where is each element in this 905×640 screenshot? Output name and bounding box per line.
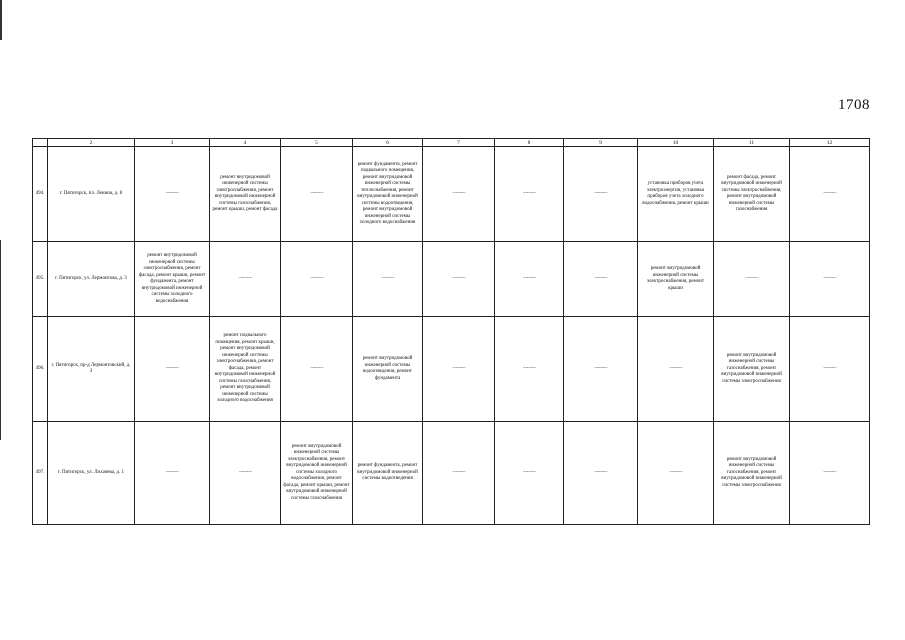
column-header: 2	[48, 139, 135, 147]
row-number: 494.	[33, 147, 48, 242]
column-header: 3	[135, 139, 210, 147]
works-cell: ремонт внутридомовой инженерной системы электроснабжения, ремонт крыши	[638, 242, 714, 317]
scan-edge-mark	[0, 0, 2, 40]
header-row	[33, 139, 870, 147]
empty-dash-cell: ———	[495, 242, 564, 317]
column-header: 5	[281, 139, 353, 147]
address-cell: г. Пятигорск, ул. Лихачева, д. 1	[48, 422, 135, 525]
works-cell: ремонт подвального помещения, ремонт крыши, ремонт внутридомовой инженерной системы электроснабжения, ремонт фасада, ремонт внутридомовой инженерной системы газоснабжения, ремонт внутридомовой инженерной системы холодного водоснабжения	[210, 317, 281, 422]
row-number: 497.	[33, 422, 48, 525]
empty-dash-cell: ———	[353, 242, 423, 317]
page-number: 1708	[838, 97, 870, 113]
empty-dash-cell: ———	[423, 147, 495, 242]
works-cell: ремонт внутридомовой инженерной системы газоснабжения, ремонт внутридомовой инженерной системы электроснабжения	[714, 317, 790, 422]
address-cell: г. Пятигорск, пл. Ленина, д. 8	[48, 147, 135, 242]
repair-schedule-table	[32, 138, 870, 525]
empty-dash-cell: ———	[135, 147, 210, 242]
works-cell: ремонт фасада, ремонт внутридомовой инженерной системы электроснабжения, ремонт внутридомовой инженерной системы газоснабжения	[714, 147, 790, 242]
address-cell: г. Пятигорск, ул. Лермонтова, д. 3	[48, 242, 135, 317]
empty-dash-cell: ———	[564, 147, 638, 242]
empty-dash-cell: ———	[135, 317, 210, 422]
row-number: 495.	[33, 242, 48, 317]
works-cell: ремонт внутридомовой инженерной системы электроснабжения, ремонт внутридомовой инженерной системы газоснабжения, ремонт крыши, ремонт фасада	[210, 147, 281, 242]
empty-dash-cell: ———	[790, 317, 870, 422]
empty-dash-cell: ———	[281, 147, 353, 242]
empty-dash-cell: ———	[790, 242, 870, 317]
empty-dash-cell: ———	[423, 242, 495, 317]
empty-dash-cell: ———	[423, 422, 495, 525]
empty-dash-cell: ———	[423, 317, 495, 422]
column-header: 11	[714, 139, 790, 147]
empty-dash-cell: ———	[281, 317, 353, 422]
empty-dash-cell: ———	[281, 242, 353, 317]
column-header: 8	[495, 139, 564, 147]
works-cell: ремонт внутридомовой инженерной системы электроснабжения, ремонт внутридомовой инженерной системы холодного водоснабжения, ремонт фасада, ремонт крыши, ремонт внутридомовой инженерной системы газоснабжения	[281, 422, 353, 525]
works-cell: ремонт внутридомовой инженерной системы электроснабжения, ремонт фасада, ремонт крыши, ремонт фундамента, ремонт внутридомовой инженерной системы холодного водоснабжения	[135, 242, 210, 317]
address-cell: г. Пятигорск, пр-д Лермонтовский, д. 3	[48, 317, 135, 422]
column-header: 7	[423, 139, 495, 147]
empty-dash-cell: ———	[495, 422, 564, 525]
empty-dash-cell: ———	[495, 147, 564, 242]
works-cell: ремонт фундамента, ремонт подвального помещения, ремонт внутридомовой инженерной системы теплоснабжения, ремонт внутридомовой инженерной системы водоотведения, ремонт внутридомовой инженерной системы холодного водоснабжения	[353, 147, 423, 242]
empty-dash-cell: ———	[714, 242, 790, 317]
empty-dash-cell: ———	[135, 422, 210, 525]
empty-dash-cell: ———	[790, 422, 870, 525]
row-number: 496.	[33, 317, 48, 422]
works-cell: установка приборов учета электроэнергии, установка приборов учета холодного водоснабжения, ремонт крыши	[638, 147, 714, 242]
column-header	[33, 139, 48, 147]
empty-dash-cell: ———	[495, 317, 564, 422]
column-header: 6	[353, 139, 423, 147]
empty-dash-cell: ———	[638, 422, 714, 525]
empty-dash-cell: ———	[790, 147, 870, 242]
empty-dash-cell: ———	[564, 242, 638, 317]
table-row	[33, 242, 870, 317]
empty-dash-cell: ———	[564, 422, 638, 525]
scan-edge-mark	[0, 240, 1, 440]
empty-dash-cell: ———	[638, 317, 714, 422]
empty-dash-cell: ———	[564, 317, 638, 422]
table-row	[33, 147, 870, 242]
table-row	[33, 317, 870, 422]
works-cell: ремонт внутридомовой инженерной системы газоснабжения, ремонт внутридомовой инженерной системы электроснабжения	[714, 422, 790, 525]
column-header: 4	[210, 139, 281, 147]
table-row	[33, 422, 870, 525]
column-header: 9	[564, 139, 638, 147]
works-cell: ремонт фундамента, ремонт внутридомовой инженерной системы водоотведения	[353, 422, 423, 525]
empty-dash-cell: ———	[210, 242, 281, 317]
column-header: 12	[790, 139, 870, 147]
works-cell: ремонт внутридомовой инженерной системы водоотведения, ремонт фундамента	[353, 317, 423, 422]
empty-dash-cell: ———	[210, 422, 281, 525]
column-header: 10	[638, 139, 714, 147]
